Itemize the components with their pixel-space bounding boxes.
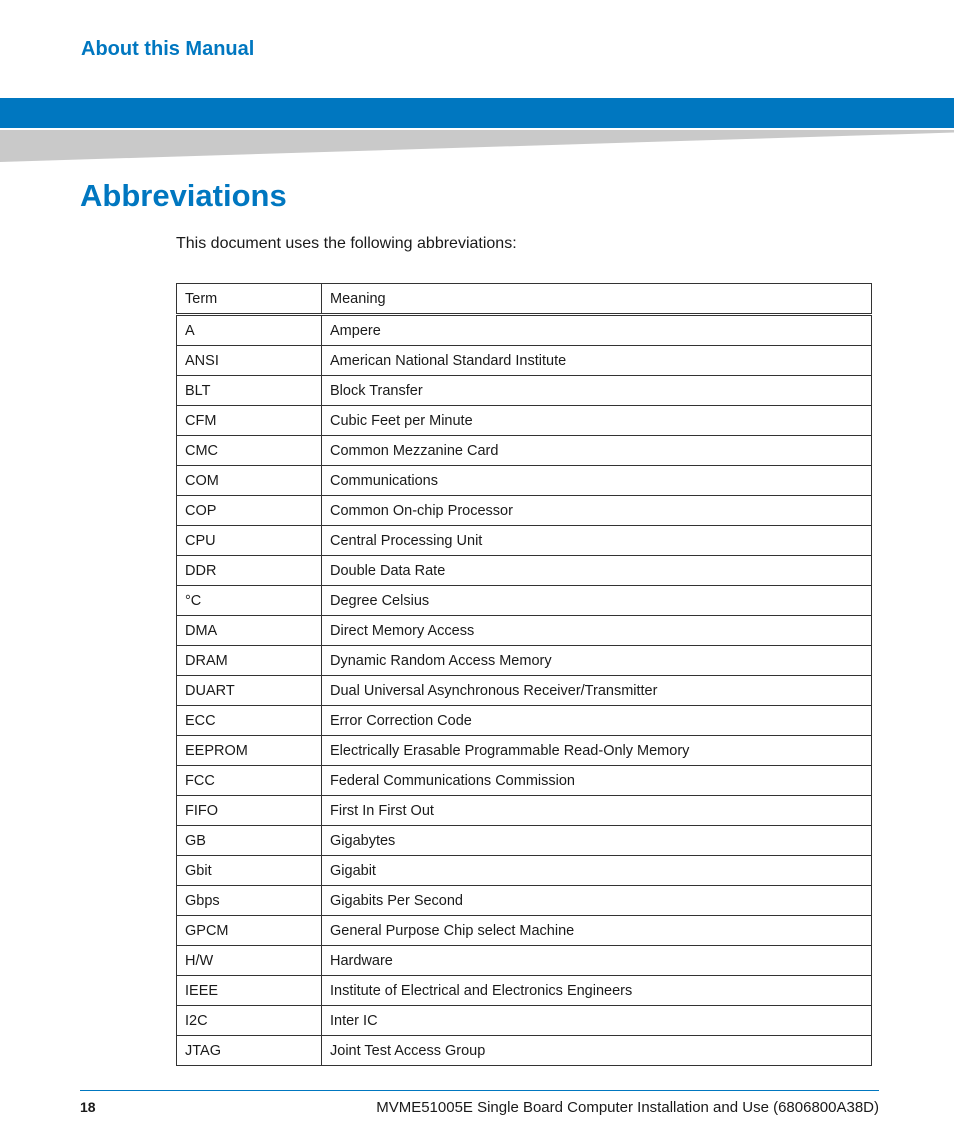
meaning-cell: Hardware	[322, 946, 872, 976]
term-cell: DRAM	[177, 646, 322, 676]
table-row	[177, 646, 872, 676]
term-cell: Gbps	[177, 886, 322, 916]
meaning-cell: Direct Memory Access	[322, 616, 872, 646]
table-row	[177, 496, 872, 526]
term-cell: FIFO	[177, 796, 322, 826]
term-cell: DMA	[177, 616, 322, 646]
term-cell: JTAG	[177, 1036, 322, 1066]
term-cell: ANSI	[177, 346, 322, 376]
term-cell: COM	[177, 466, 322, 496]
page-number: 18	[80, 1099, 96, 1115]
intro-text: This document uses the following abbreviations:	[176, 235, 517, 252]
table-row	[177, 796, 872, 826]
term-cell: ECC	[177, 706, 322, 736]
table-row	[177, 946, 872, 976]
table-row	[177, 886, 872, 916]
term-cell: °C	[177, 586, 322, 616]
meaning-cell: Central Processing Unit	[322, 526, 872, 556]
term-cell: DUART	[177, 676, 322, 706]
meaning-cell: Inter IC	[322, 1006, 872, 1036]
table-row	[177, 916, 872, 946]
table-row	[177, 766, 872, 796]
term-cell: CMC	[177, 436, 322, 466]
meaning-cell: Double Data Rate	[322, 556, 872, 586]
term-cell: COP	[177, 496, 322, 526]
term-cell: IEEE	[177, 976, 322, 1006]
term-cell: A	[177, 315, 322, 346]
abbreviations-table	[176, 283, 872, 1066]
meaning-cell: Gigabit	[322, 856, 872, 886]
table-row	[177, 376, 872, 406]
section-title: About this Manual	[75, 34, 260, 65]
meaning-cell: American National Standard Institute	[322, 346, 872, 376]
meaning-cell: Gigabytes	[322, 826, 872, 856]
column-header-meaning: Meaning	[322, 284, 872, 315]
term-cell: BLT	[177, 376, 322, 406]
meaning-cell: First In First Out	[322, 796, 872, 826]
table-row	[177, 706, 872, 736]
meaning-cell: Common On-chip Processor	[322, 496, 872, 526]
meaning-cell: Cubic Feet per Minute	[322, 406, 872, 436]
meaning-cell: Institute of Electrical and Electronics Engineers	[322, 976, 872, 1006]
meaning-cell: Ampere	[322, 315, 872, 346]
table-row	[177, 346, 872, 376]
meaning-cell: Federal Communications Commission	[322, 766, 872, 796]
meaning-cell: Electrically Erasable Programmable Read-Only Memory	[322, 736, 872, 766]
table-row	[177, 586, 872, 616]
table-row	[177, 736, 872, 766]
header-blue-band	[0, 98, 954, 128]
column-header-term: Term	[177, 284, 322, 315]
table-row	[177, 616, 872, 646]
table-row	[177, 976, 872, 1006]
table-row	[177, 826, 872, 856]
meaning-cell: General Purpose Chip select Machine	[322, 916, 872, 946]
term-cell: CPU	[177, 526, 322, 556]
table-row	[177, 526, 872, 556]
meaning-cell: Common Mezzanine Card	[322, 436, 872, 466]
page-heading: Abbreviations	[80, 178, 287, 213]
footer-rule	[80, 1090, 879, 1091]
term-cell: FCC	[177, 766, 322, 796]
term-cell: I2C	[177, 1006, 322, 1036]
term-cell: DDR	[177, 556, 322, 586]
table-row	[177, 436, 872, 466]
table-row	[177, 1036, 872, 1066]
term-cell: GB	[177, 826, 322, 856]
table-row	[177, 466, 872, 496]
table-row	[177, 1006, 872, 1036]
table-row	[177, 676, 872, 706]
table-body	[177, 315, 872, 1066]
term-cell: CFM	[177, 406, 322, 436]
meaning-cell: Error Correction Code	[322, 706, 872, 736]
meaning-cell: Gigabits Per Second	[322, 886, 872, 916]
term-cell: H/W	[177, 946, 322, 976]
term-cell: GPCM	[177, 916, 322, 946]
meaning-cell: Block Transfer	[322, 376, 872, 406]
table-row	[177, 315, 872, 346]
term-cell: EEPROM	[177, 736, 322, 766]
table-header-row	[177, 284, 872, 315]
footer-document-title: MVME51005E Single Board Computer Installation and Use (6806800A38D)	[376, 1099, 879, 1116]
term-cell: Gbit	[177, 856, 322, 886]
table-row	[177, 406, 872, 436]
meaning-cell: Dynamic Random Access Memory	[322, 646, 872, 676]
table-row	[177, 556, 872, 586]
meaning-cell: Joint Test Access Group	[322, 1036, 872, 1066]
table-row	[177, 856, 872, 886]
meaning-cell: Degree Celsius	[322, 586, 872, 616]
meaning-cell: Dual Universal Asynchronous Receiver/Transmitter	[322, 676, 872, 706]
header-grey-wedge	[0, 130, 954, 162]
meaning-cell: Communications	[322, 466, 872, 496]
